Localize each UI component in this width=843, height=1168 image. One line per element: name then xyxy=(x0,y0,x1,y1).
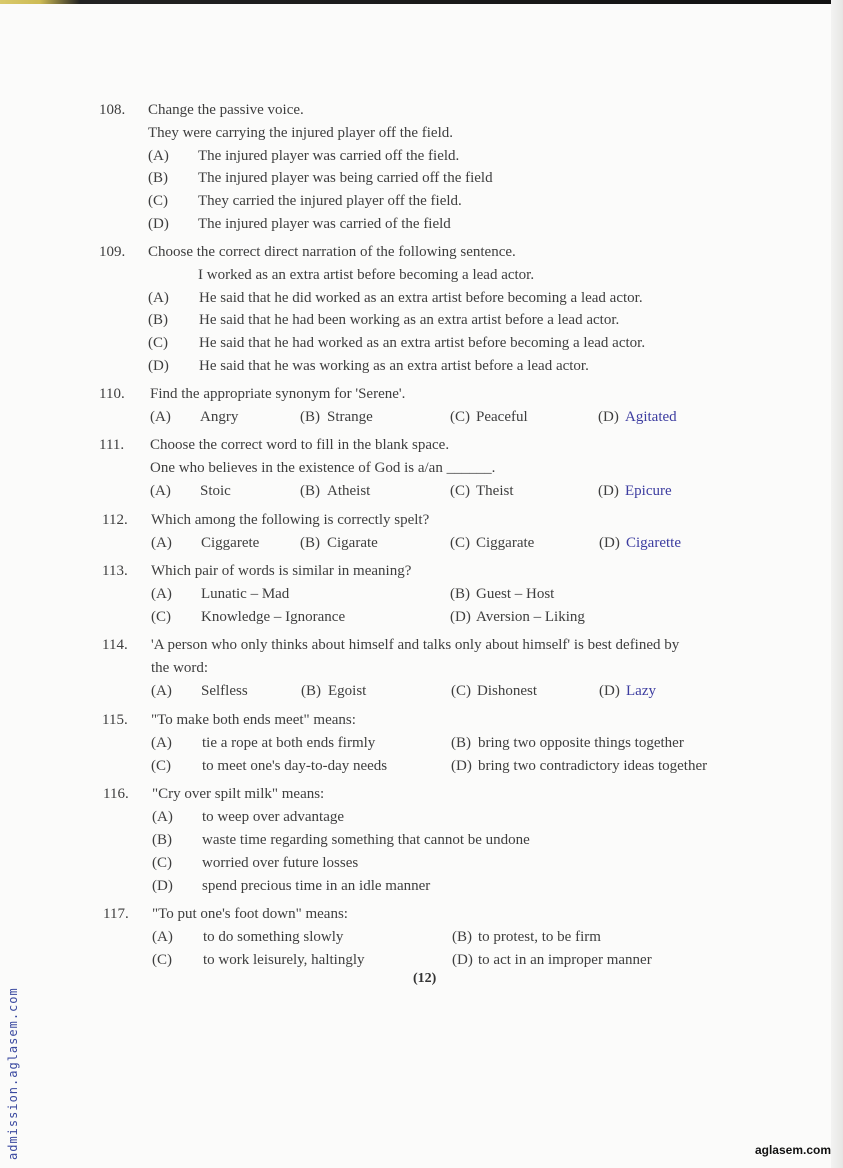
option-key: (A) xyxy=(148,148,169,164)
option-text: Knowledge – Ignorance xyxy=(201,609,346,625)
brand-label: aglasem.com xyxy=(754,1143,831,1157)
option-key: (A) xyxy=(152,809,173,825)
option-key: (C) xyxy=(450,483,470,499)
option-text: The injured player was carried off the field. xyxy=(198,148,460,164)
option-key: (B) xyxy=(152,832,172,848)
option-text: to do something slowly xyxy=(203,929,344,945)
question-number: 112. xyxy=(102,512,128,528)
option-text: He said that he did worked as an extra artist before becoming a lead actor. xyxy=(199,290,643,306)
option-text: They carried the injured player off the field. xyxy=(198,193,462,209)
option-text: Strange xyxy=(327,409,373,425)
option-text: to weep over advantage xyxy=(202,809,345,825)
question-number: 116. xyxy=(103,786,129,802)
option-key: (A) xyxy=(151,586,172,602)
question-number: 114. xyxy=(102,637,128,653)
option-text: worried over future losses xyxy=(202,855,359,871)
option-text: Lazy xyxy=(626,683,656,699)
option-key: (C) xyxy=(152,855,172,871)
option-key: (B) xyxy=(451,735,471,751)
question-number: 111. xyxy=(99,437,125,453)
option-key: (B) xyxy=(148,312,168,328)
option-text: bring two opposite things together xyxy=(478,735,684,751)
option-key: (A) xyxy=(148,290,169,306)
option-text: Peaceful xyxy=(476,409,528,425)
option-key: (D) xyxy=(598,483,619,499)
question-prompt: "To put one's foot down" means: xyxy=(152,906,348,922)
option-key: (D) xyxy=(598,409,619,425)
option-text: Angry xyxy=(200,409,239,425)
option-text: to meet one's day-to-day needs xyxy=(202,758,388,774)
page-number: (12) xyxy=(413,971,437,986)
option-text: He said that he had been working as an extra artist before a lead actor. xyxy=(199,312,620,328)
option-text: to protest, to be firm xyxy=(478,929,601,945)
option-key: (A) xyxy=(152,929,173,945)
scan-right-edge xyxy=(831,0,843,1168)
option-text: Ciggarate xyxy=(476,535,535,551)
question-prompt: "To make both ends meet" means: xyxy=(151,712,356,728)
question-number: 108. xyxy=(99,102,126,118)
option-text: Lunatic – Mad xyxy=(201,586,290,602)
option-key: (B) xyxy=(452,929,472,945)
option-text: He said that he was working as an extra artist before a lead actor. xyxy=(199,358,589,374)
question-sub: They were carrying the injured player off the field. xyxy=(148,125,454,141)
option-key: (A) xyxy=(151,735,172,751)
option-key: (C) xyxy=(450,535,470,551)
option-text: Cigarate xyxy=(327,535,378,551)
option-text: Guest – Host xyxy=(476,586,555,602)
option-key: (C) xyxy=(148,193,168,209)
option-text: Atheist xyxy=(327,483,371,499)
side-watermark: admission.aglasem.com xyxy=(6,987,20,1160)
question-sub: the word: xyxy=(151,660,209,676)
question-prompt: Find the appropriate synonym for 'Serene'. xyxy=(150,386,406,402)
option-key: (B) xyxy=(148,170,168,186)
option-key: (C) xyxy=(151,758,171,774)
option-text: spend precious time in an idle manner xyxy=(202,878,431,894)
option-text: The injured player was being carried off the field xyxy=(198,170,493,186)
option-text: bring two contradictory ideas together xyxy=(478,758,708,774)
option-key: (B) xyxy=(300,535,320,551)
question-prompt: 'A person who only thinks about himself and talks only about himself' is best defined by xyxy=(151,637,680,653)
option-key: (D) xyxy=(450,609,471,625)
option-text: Selfless xyxy=(201,683,248,699)
option-text: waste time regarding something that cannot be undone xyxy=(202,832,530,848)
option-text: Stoic xyxy=(200,483,231,499)
option-key: (C) xyxy=(148,335,168,351)
question-prompt: Choose the correct word to fill in the blank space. xyxy=(150,437,450,453)
option-key: (D) xyxy=(599,683,620,699)
option-text: Ciggarete xyxy=(201,535,260,551)
option-text: The injured player was carried of the field xyxy=(198,216,451,232)
option-text: He said that he had worked as an extra artist before becoming a lead actor. xyxy=(199,335,646,351)
option-key: (D) xyxy=(152,878,173,894)
question-prompt: Choose the correct direct narration of the following sentence. xyxy=(148,244,516,260)
option-text: Agitated xyxy=(625,409,677,425)
option-text: to work leisurely, haltingly xyxy=(203,952,365,968)
option-text: Aversion – Liking xyxy=(476,609,585,625)
option-key: (C) xyxy=(450,409,470,425)
option-key: (B) xyxy=(300,483,320,499)
option-key: (A) xyxy=(151,535,172,551)
option-key: (B) xyxy=(450,586,470,602)
question-prompt: Change the passive voice. xyxy=(148,102,304,118)
question-number: 110. xyxy=(99,386,125,402)
option-text: Dishonest xyxy=(477,683,537,699)
option-text: tie a rope at both ends firmly xyxy=(202,735,376,751)
option-text: Cigarette xyxy=(626,535,681,551)
option-key: (C) xyxy=(152,952,172,968)
question-prompt: Which pair of words is similar in meaning? xyxy=(151,563,412,579)
option-key: (A) xyxy=(150,483,171,499)
question-number: 115. xyxy=(102,712,128,728)
scan-top-edge xyxy=(0,0,843,4)
option-text: Epicure xyxy=(625,483,672,499)
option-key: (D) xyxy=(452,952,473,968)
option-key: (B) xyxy=(300,409,320,425)
option-text: Theist xyxy=(476,483,514,499)
option-key: (A) xyxy=(151,683,172,699)
option-key: (C) xyxy=(151,609,171,625)
option-key: (A) xyxy=(150,409,171,425)
question-number: 117. xyxy=(103,906,129,922)
question-prompt: Which among the following is correctly spelt? xyxy=(151,512,430,528)
option-text: to act in an improper manner xyxy=(478,952,652,968)
option-text: Egoist xyxy=(328,683,367,699)
question-sub: I worked as an extra artist before becoming a lead actor. xyxy=(198,267,535,283)
question-prompt: "Cry over spilt milk" means: xyxy=(152,786,325,802)
question-sub: One who believes in the existence of God is a/an ______. xyxy=(150,460,496,476)
option-key: (B) xyxy=(301,683,321,699)
question-number: 113. xyxy=(102,563,128,579)
option-key: (D) xyxy=(451,758,472,774)
question-number: 109. xyxy=(99,244,126,260)
option-key: (D) xyxy=(599,535,620,551)
option-key: (D) xyxy=(148,216,169,232)
option-key: (D) xyxy=(148,358,169,374)
option-key: (C) xyxy=(451,683,471,699)
